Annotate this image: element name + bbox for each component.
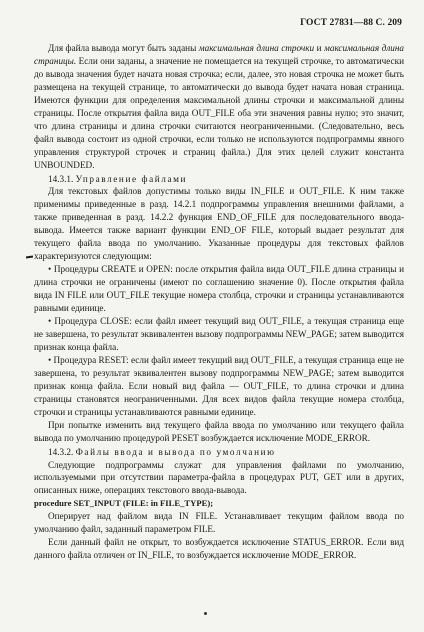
paragraph-text-files: Для текстовых файлов допустимы только виды IN_FILE и OUT_FILE. К ним также применимы приведенные в разд. 14.2.1 подпрограммы управления внешними файлами, а также приведенная в разд. 14.2.2 функция END_OF_FILE для последовательного ввода-вывода. Имеется также вариант функции END_OF FILE, который выдает результат для текущего файла ввода по умолчанию. Указанные процедуры для текстовых файлов характеризуются следующим: [34,186,404,262]
paragraph-max-length: Для файла вывода могут быть заданы максимальная длина строчки и максимальная длина страницы. Если они заданы, а значение не помещается на текущей строчке, то автоматически до вывода значения будет начата новая строчка; если, далее, это новая строчка не может быть размещена на текущей странице, то автоматически до вывода будет начата новая страница. Имеются функции для определения максимальной длины строчки и максимальной длины страницы. После открытия файла вида OUT_FILE оба эти значения равны нулю; это значит, что длина страницы и длина строчки считаются неограниченными. (Следовательно, весь файл вывода состоит из одной строчки, если только не используются подпрограммы явного управления структурой строчек и страниц файла.) Для этих целей служит константа UNBOUNDED. [34,43,404,170]
section-heading-default-files: 14.3.2. Файлы ввода и вывода по умолчанию [48,446,276,457]
paragraph-create-open: • Процедуры CREATE и OPEN: после открытия файла вида OUT_FILE длина страницы и длина строчки не ограничены (имеют по соглашению значение 0). После открытия файла вида IN FILE или OUT_FILE текущие номера столбца, строчки и страницы устанавливаются равными единице. [34,264,404,314]
footer-dot [204,612,207,615]
page-header: ГОСТ 27831—88 С. 209 [300,18,402,28]
procedure-signature: procedure SET_INPUT (FILE: in FILE_TYPE); [34,498,214,509]
margin-mark [26,256,33,259]
emphasis-page-length: максимальная длина страницы. [34,43,404,66]
emphasis-line-length: максимальная длина строчки [198,43,315,53]
section-heading-file-management: 14.3.1. Управление файлами [48,173,188,184]
paragraph-default-subprograms: Следующие подпрограммы служат для управления файлами по умолчанию, используемыми при отсутствии параметра-файла в процедурах PUT, GET или в других, описанных ниже, операциях текстового ввода-вывода. [34,459,404,496]
paragraph-status-error: Если данный файл не открыт, то возбуждается исключение STATUS_ERROR. Если вид данного файла отличен от IN_FILE, то возбуждается исключение MODE_ERROR. [34,537,404,561]
page-body [34,42,404,562]
paragraph-reset: • Процедура RESET: если файл имеет текущий вид OUT_FILE, а текущая страница еще не завершена, то результат эквивалентен вызову подпрограммы NEW_PAGE; затем выводится признак конца файла. Если новый вид файла — OUT_FILE, то длина строчки и длина страницы становятся неограниченными. Для всех видов файла текущие номера столбца, строчки и страницы устанавливаются равными единице. [34,354,404,417]
paragraph-set-input: Оперирует над файлом вида IN FILE. Устанавливает текущим файлом ввода по умолчанию файл, заданный параметром FILE. [34,511,404,535]
paragraph-close: • Процедура CLOSE: если файл имеет текущий вид OUT_FILE, а текущая страница еще не завершена, то результат эквивалентен вызову подпрограммы NEW_PAGE; затем выводится признак конца файла. [34,316,404,352]
paragraph-mode-error: При попытке изменить вид текущего файла ввода по умолчанию или текущего файла вывода по умолчанию процедурой PESET возбуждается исключение MODE_ERROR. [34,419,404,443]
